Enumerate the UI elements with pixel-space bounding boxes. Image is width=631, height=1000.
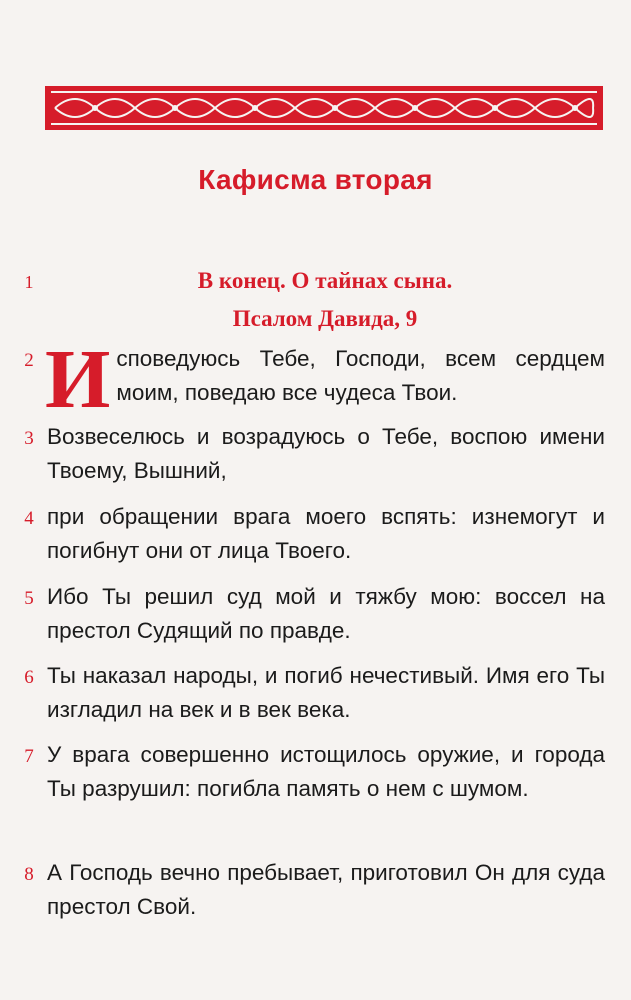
verse [45, 333, 605, 426]
verse-number: 5 [24, 588, 34, 609]
verse-text: Ты наказал народы, и погиб нечестивый. Имя его Ты изгладил на век и в век века. [47, 663, 605, 722]
verse-text: споведуюсь Тебе, Господи, всем сердцем моим, поведаю все чудеса Твои. [116, 346, 605, 405]
verse-number: 6 [24, 667, 34, 688]
verse-text: А Господь вечно пребывает, приготовил Он для суда престол Свой. [47, 860, 605, 919]
verse-number: 2 [24, 350, 34, 371]
verse-text: при обращении врага моего вспять: изнемогут и погибнут они от лица Твоего. [47, 504, 605, 563]
verse-text: Ибо Ты решил суд мой и тяжбу мою: воссел на престол Судящий по правде. [47, 584, 605, 643]
decorative-headpiece [45, 86, 603, 130]
verse-number: 3 [24, 428, 34, 449]
verse-text: У врага совершенно истощилось оружие, и города Ты разрушил: погибла память о нем с шумом. [47, 742, 605, 801]
section-title: Кафисма вторая [198, 164, 433, 195]
drop-cap: И [45, 333, 111, 426]
psalm-heading: Псалом Давида, 9 [232, 306, 418, 331]
verse-number: 7 [24, 746, 34, 767]
verse-number: 4 [24, 508, 34, 529]
verse-text: Возвеселюсь и возрадуюсь о Тебе, воспою имени Твоему, Вышний, [47, 424, 605, 483]
heading-marker: 1 [24, 272, 34, 292]
psalm-subtitle: В конец. О тайнах сына. [197, 268, 453, 293]
verse-number: 8 [24, 864, 34, 885]
